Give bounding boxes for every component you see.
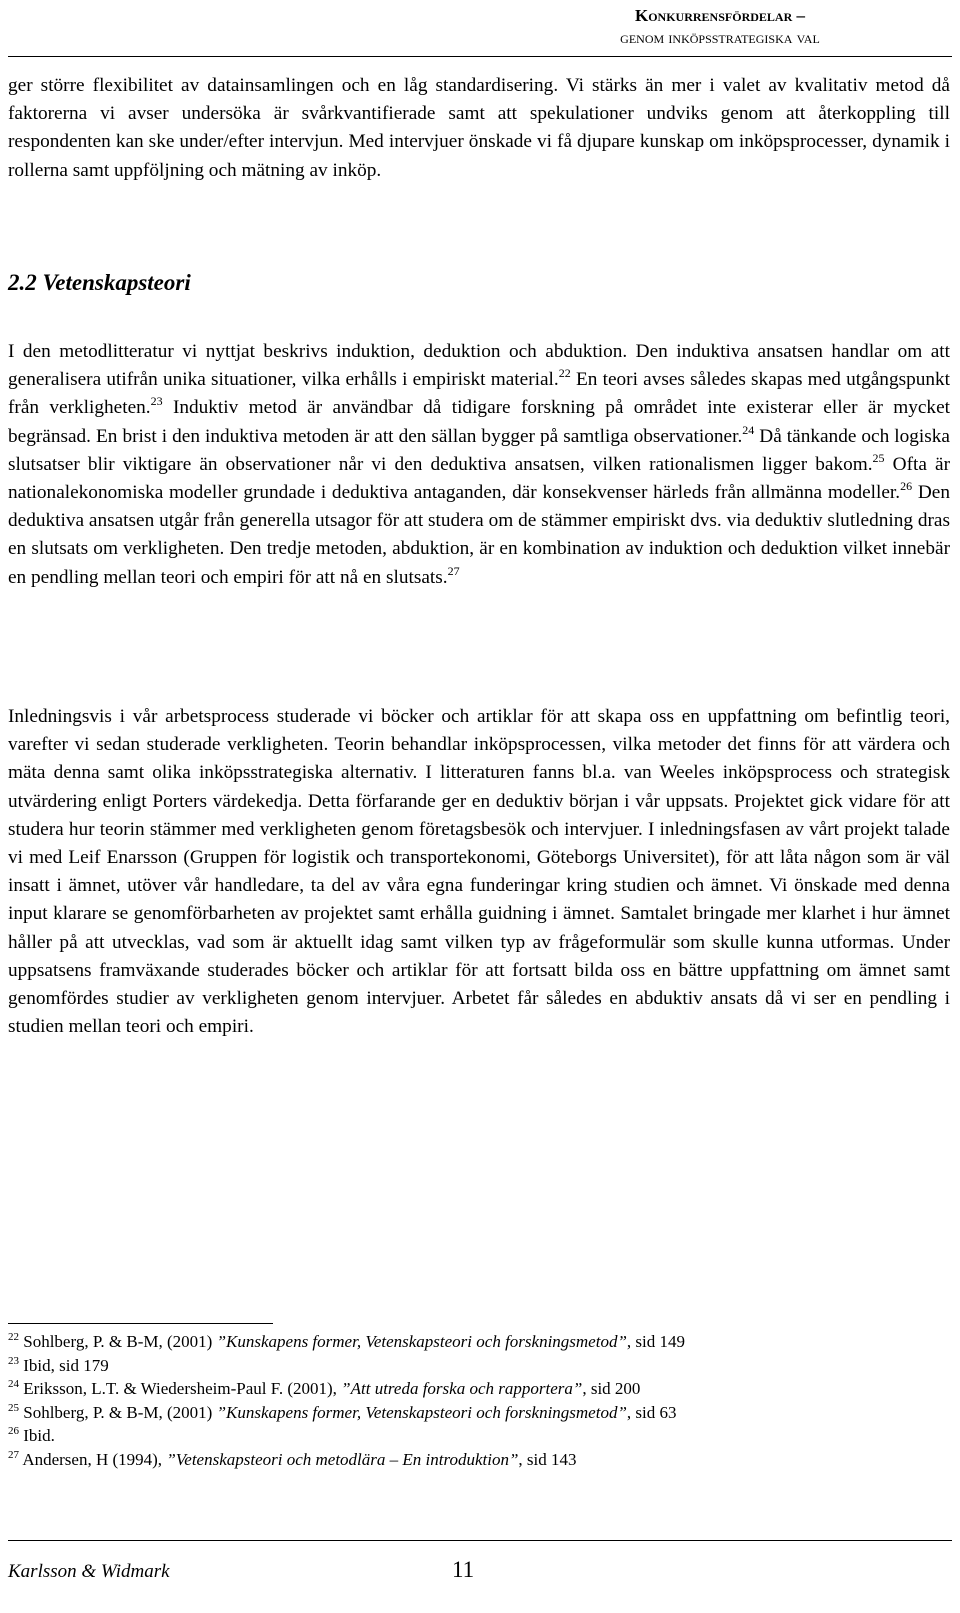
- footnote-title: ”Kunskapens former, Vetenskapsteori och forskningsmetod”: [216, 1402, 627, 1422]
- footnote-text: Sohlberg, P. & B-M, (2001): [23, 1402, 217, 1422]
- page-footer: [0, 1540, 960, 1580]
- footnote-ref[interactable]: 27: [447, 563, 460, 578]
- footnote-text: Andersen, H (1994),: [22, 1449, 167, 1469]
- footnote-ref[interactable]: 22: [558, 366, 571, 381]
- page-number: 11: [452, 1557, 475, 1582]
- footnote-number: 22: [8, 1331, 19, 1343]
- footnote-page: , sid 149: [626, 1332, 685, 1351]
- footnote-number: 26: [8, 1425, 19, 1438]
- footnote-text: Sohlberg, P. & B-M, (2001): [23, 1332, 217, 1351]
- footnote-text: Eriksson, L.T. & Wiedersheim-Paul F. (2001),: [23, 1379, 342, 1399]
- footnote-ref[interactable]: 24: [742, 422, 755, 437]
- footnote-separator: [8, 1323, 273, 1324]
- footnote-page: , sid 63: [626, 1402, 677, 1422]
- section-heading: 2.2 Vetenskapsteori: [8, 270, 191, 295]
- paragraph-text: Ofta är nationalekonomiska modeller grundade i deduktiva antaganden, där konsekvenser härleds från allmänna modeller.: [8, 453, 950, 504]
- footnote-27: [8, 1448, 950, 1472]
- footnote-number: 24: [8, 1378, 19, 1391]
- footnote-22: [8, 1330, 950, 1354]
- header-title-line2: genom inköpsstrategiska val: [620, 28, 820, 47]
- paragraph-text: Induktiv metod är användbar då tidigare forskning på området inte existerar eller är mycket begränsad. En brist i den induktiva metoden är att den sällan bygger på samtliga observationer.: [8, 397, 950, 447]
- footnote-26: [8, 1424, 950, 1448]
- footnote-page: , sid 200: [582, 1379, 641, 1399]
- footnotes: [8, 1330, 950, 1472]
- footnote-title: ”Att utreda forska och rapportera”: [341, 1379, 583, 1399]
- footer-author: Karlsson & Widmark: [8, 1561, 170, 1582]
- footnote-text: Ibid.: [23, 1426, 55, 1446]
- footnote-text: Ibid, sid 179: [23, 1355, 109, 1375]
- footnote-number: 27: [8, 1448, 19, 1461]
- footnote-page: , sid 143: [518, 1449, 577, 1469]
- footnote-ref[interactable]: 23: [150, 394, 163, 409]
- paragraph-text: Då tänkande och logiska slutsatser blir viktigare än observationer når vi den deduktiva ansatsen, vilken rationalismen ligger bakom.: [8, 425, 950, 475]
- paragraph-text: En teori avses således skapas med utgångspunkt från verkligheten.: [8, 369, 951, 419]
- paragraph-methodology: ger större flexibilitet av datainsamlingen och en låg standardisering. Vi stärks än mer i valet av kvalitativ metod då faktorerna vi avser undersöka är svårkvantifierade samt att spekulationer undviks genom att återkoppling till respondenten kan ske under/efter intervjun. Med intervjuer önskade vi få djupare kunskap om inköpsprocesser, dynamik i rollerna samt uppföljning och mätning av inköp.: [8, 75, 950, 181]
- paragraph-scientific-theory: [8, 338, 950, 592]
- footnote-number: 25: [8, 1401, 19, 1414]
- header-title-line1: Konkurrensfördelar –: [635, 6, 805, 25]
- footnote-ref[interactable]: 26: [900, 479, 913, 494]
- footer-rule: [8, 1540, 952, 1541]
- paragraph-work-process: Inledningsvis i vår arbetsprocess studerade vi böcker och artiklar för att skapa oss en uppfattning om befintlig teori, varefter vi sedan studerade verkligheten. Teorin behandlar inköpsprocessen, vilka metoder det finns för att värdera och mäta denna samt olika inköpsstrategiska alternativ. I litteraturen fanns bl.a. van Weeles inköpsprocess och strategisk utvärdering enligt Porters värdekedja. Detta förfarande ger en deduktiv början i vår uppsats. Projektet gick vidare för att studera hur teorin stämmer med verkligheten genom företagsbesök och intervjuer. I inledningsfasen av vårt projekt talade vi med Leif Enarsson (Gruppen för logistik och transportekonomi, Göteborgs Universitet), för att låta någon som är väl insatt i ämnet, utöver vår handledare, ta del av våra egna funderingar kring studien och ämnet. Vi önskade med denna input klarare se genomförbarheten av projektet samt erhålla guidning i ämnet. Samtalet bringade mer klarhet i hur ämnet håller på att utvecklas, vad som är aktuellt idag samt vilken typ av frågeformulär som skulle kunna utformas. Under uppsatsens framväxande studerades böcker och artiklar för att fortsatt bilda oss en bättre uppfattning om ämnet samt genomfördes studier av verkligheten genom intervjuer. Arbetet får således en abduktiv ansats då vi ser en pendling i studien mellan teori och empiri.: [8, 706, 950, 1038]
- paragraph-text: I den metodlitteratur vi nyttjat beskrivs induktion, deduktion och abduktion. Den induktiva ansatsen handlar om att generalisera utifrån unika situationer, vilka erhålls i empiriskt material.: [8, 341, 950, 391]
- footnote-24: [8, 1377, 950, 1401]
- footnote-25: [8, 1401, 950, 1425]
- header-rule: [8, 56, 952, 57]
- paragraph-text: Den deduktiva ansatsen utgår från generella utsagor för att studera om de stämmer empiriskt dvs. via deduktiv slutledning dras en slutsats om verkligheten. Den tredje metoden, abduktion, är en kombination av induktion och deduktion vilket innebär en pendling mellan teori och empiri för att nå en slutsats.: [8, 482, 950, 588]
- footnote-23: [8, 1354, 950, 1378]
- footnote-title: ”Kunskapens former, Vetenskapsteori och forskningsmetod”: [216, 1332, 627, 1351]
- page-header: [0, 0, 960, 60]
- footnote-number: 23: [8, 1354, 19, 1367]
- footnote-title: ”Vetenskapsteori och metodlära – En introduktion”: [166, 1449, 519, 1469]
- footnote-ref[interactable]: 25: [872, 450, 885, 465]
